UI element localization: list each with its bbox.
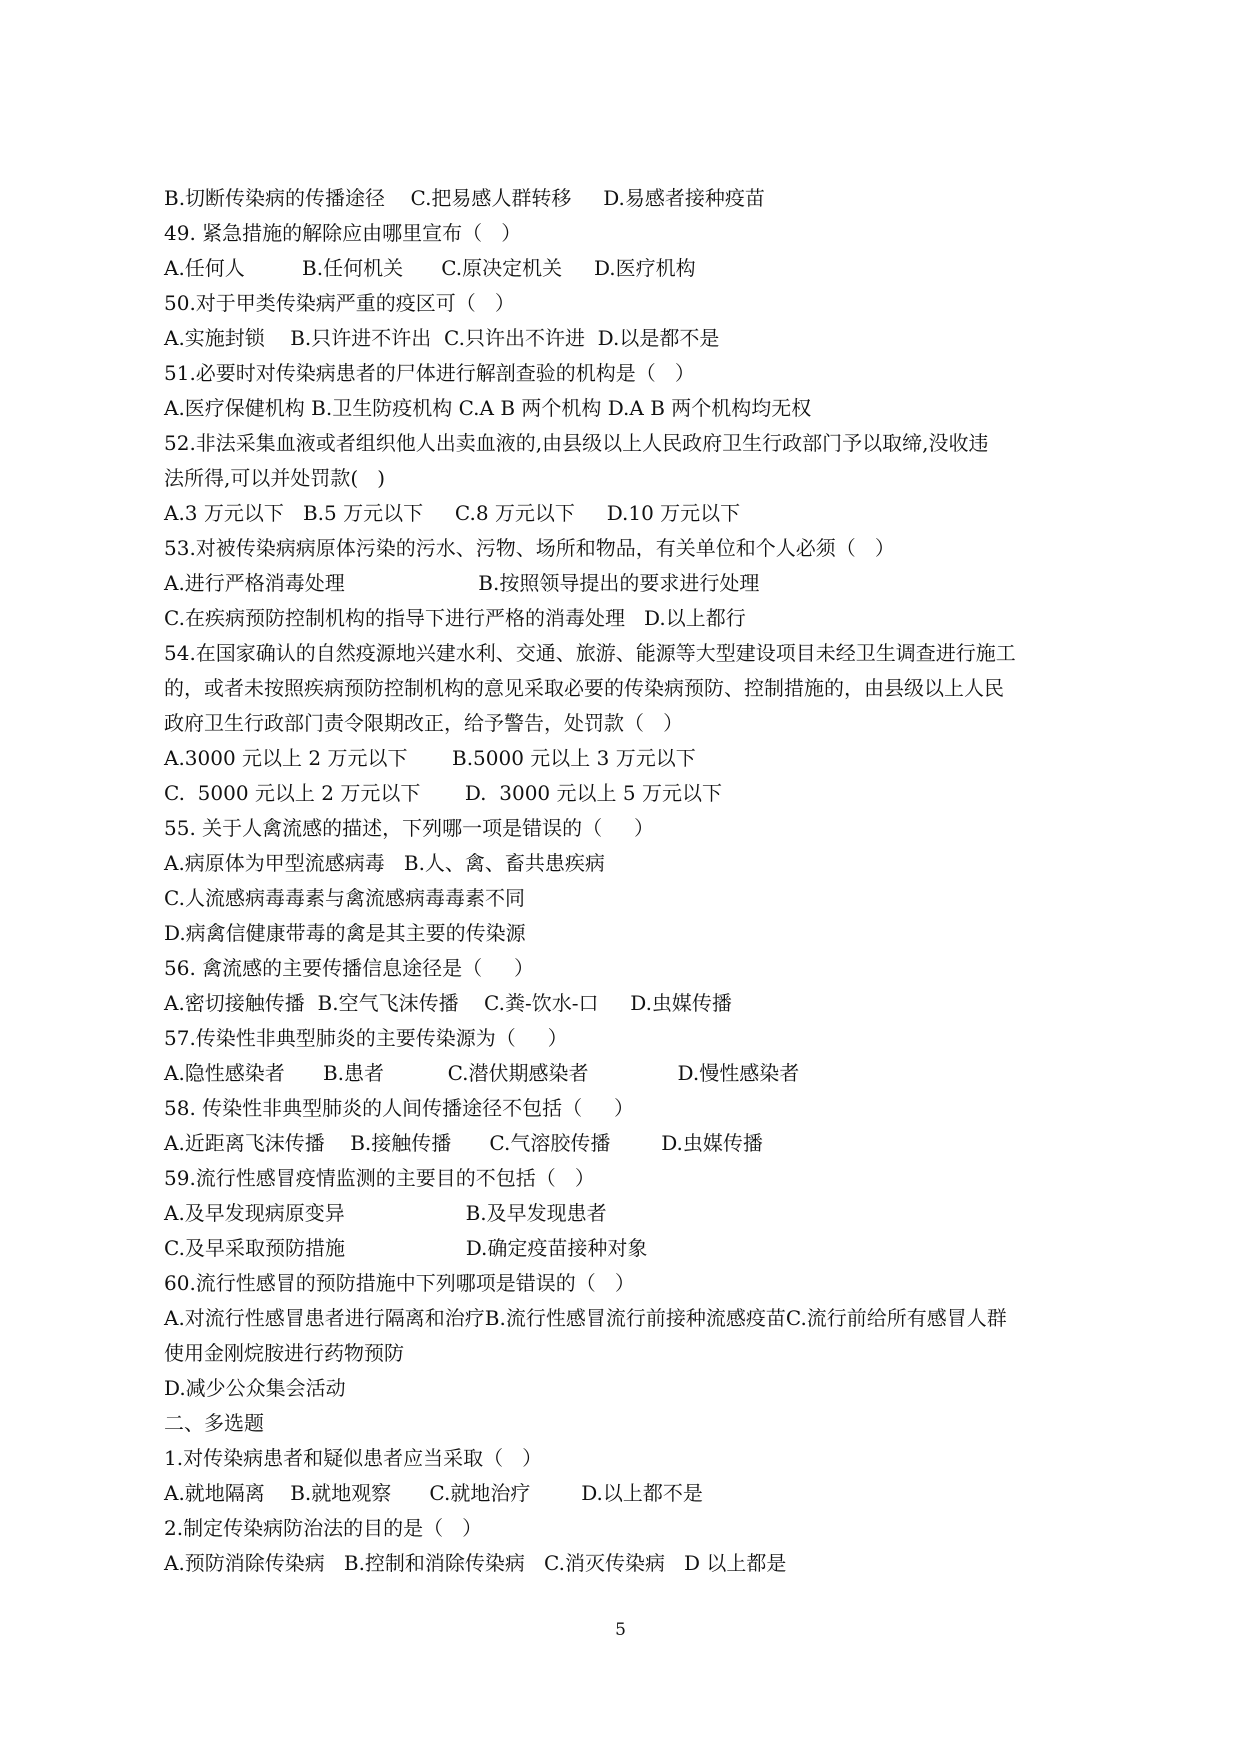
question-m2: 2.制定传染病防治法的目的是（ ） [164,1516,483,1540]
question-54-line-2: 的，或者未按照疾病预防控制机构的意见采取必要的传染病预防、控制措施的，由县级以上人民 [164,676,1004,700]
question-59: 59.流行性感冒疫情监测的主要目的不包括（ ） [164,1166,595,1190]
options-60-line-3: D.减少公众集会活动 [164,1376,346,1400]
page-number: 5 [615,1620,626,1640]
options-54-line-1: A.3000 元以上 2 万元以下 B.5000 元以上 3 万元以下 [164,746,696,770]
question-56: 56. 禽流感的主要传播信息途径是（ ） [164,956,534,980]
options-m1: A.就地隔离 B.就地观察 C.就地治疗 D.以上都不是 [164,1481,703,1505]
question-52-line-2: 法所得,可以并处罚款( ) [164,466,386,490]
section-heading-multiple-choice: 二、多选题 [164,1411,264,1435]
options-57: A.隐性感染者 B.患者 C.潜伏期感染者 D.慢性感染者 [164,1061,800,1085]
options-50: A.实施封锁 B.只许进不许出 C.只许出不许进 D.以是都不是 [164,326,720,350]
options-59-line-1: A.及早发现病原变异 B.及早发现患者 [164,1201,607,1225]
question-58: 58. 传染性非典型肺炎的人间传播途径不包括（ ） [164,1096,634,1120]
options-53-line-1: A.进行严格消毒处理 B.按照领导提出的要求进行处理 [164,571,760,595]
options-52: A.3 万元以下 B.5 万元以下 C.8 万元以下 D.10 万元以下 [164,501,741,525]
options-56: A.密切接触传播 B.空气飞沫传播 C.粪-饮水-口 D.虫媒传播 [164,991,732,1015]
question-m1: 1.对传染病患者和疑似患者应当采取（ ） [164,1446,543,1470]
options-55-line-3: D.病禽信健康带毒的禽是其主要的传染源 [164,921,526,945]
question-52-line-1: 52.非法采集血液或者组织他人出卖血液的,由县级以上人民政府卫生行政部门予以取缔,没收违 [164,431,989,455]
options-53-line-2: C.在疾病预防控制机构的指导下进行严格的消毒处理 D.以上都行 [164,606,746,630]
options-60-line-1: A.对流行性感冒患者进行隔离和治疗B.流行性感冒流行前接种流感疫苗C.流行前给所有感冒人群 [164,1306,1007,1330]
options-59-line-2: C.及早采取预防措施 D.确定疫苗接种对象 [164,1236,648,1260]
question-54-line-1: 54.在国家确认的自然疫源地兴建水利、交通、旅游、能源等大型建设项目未经卫生调查进行施工 [164,641,1016,665]
options-55-line-2: C.人流感病毒毒素与禽流感病毒毒素不同 [164,886,525,910]
question-49: 49. 紧急措施的解除应由哪里宣布（ ） [164,221,522,245]
text-line: B.切断传染病的传播途径 C.把易感人群转移 D.易感者接种疫苗 [164,186,765,210]
page-content [164,181,1094,1581]
options-58: A.近距离飞沫传播 B.接触传播 C.气溶胶传播 D.虫媒传播 [164,1131,763,1155]
options-m2: A.预防消除传染病 B.控制和消除传染病 C.消灭传染病 D 以上都是 [164,1551,787,1575]
options-51: A.医疗保健机构 B.卫生防疫机构 C.A B 两个机构 D.A B 两个机构均无权 [164,396,812,420]
options-60-line-2: 使用金刚烷胺进行药物预防 [164,1341,404,1365]
options-55-line-1: A.病原体为甲型流感病毒 B.人、禽、畜共患疾病 [164,851,605,875]
question-57: 57.传染性非典型肺炎的主要传染源为（ ） [164,1026,568,1050]
question-54-line-3: 政府卫生行政部门责令限期改正，给予警告，处罚款（ ） [164,711,684,735]
question-50: 50.对于甲类传染病严重的疫区可（ ） [164,291,515,315]
question-53: 53.对被传染病病原体污染的污水、污物、场所和物品，有关单位和个人必须（ ） [164,536,895,560]
options-49: A.任何人 B.任何机关 C.原决定机关 D.医疗机构 [164,256,696,280]
options-54-line-2: C. 5000 元以上 2 万元以下 D. 3000 元以上 5 万元以下 [164,781,722,805]
question-60: 60.流行性感冒的预防措施中下列哪项是错误的（ ） [164,1271,635,1295]
question-55: 55. 关于人禽流感的描述，下列哪一项是错误的（ ） [164,816,654,840]
question-51: 51.必要时对传染病患者的尸体进行解剖查验的机构是（ ） [164,361,695,385]
